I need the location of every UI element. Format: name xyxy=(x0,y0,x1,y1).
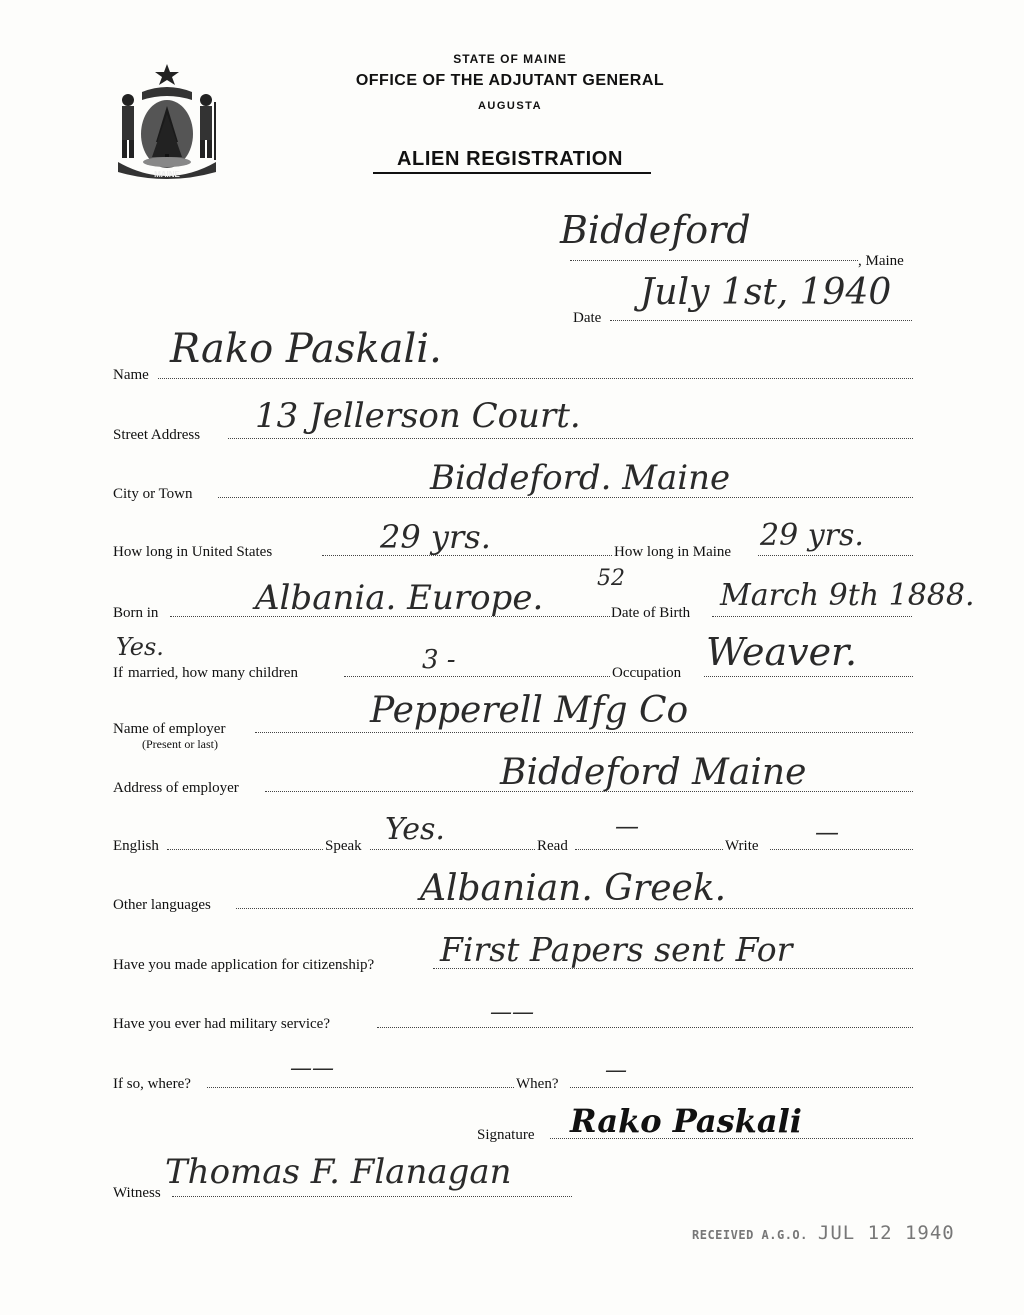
born-in-label: Born in xyxy=(113,605,159,621)
where-line xyxy=(207,1087,514,1088)
maine-label: , Maine xyxy=(858,253,904,269)
born-in-entry: Albania. Europe. xyxy=(255,578,544,618)
read-line xyxy=(575,849,723,850)
when-line xyxy=(570,1087,913,1088)
years-maine-entry: 29 yrs. xyxy=(760,518,864,553)
other-languages-entry: Albanian. Greek. xyxy=(420,868,727,909)
english-line xyxy=(167,849,323,850)
speak-label: Speak xyxy=(325,838,362,854)
write-line xyxy=(770,849,913,850)
birth-date-entry: March 9th 1888. xyxy=(720,578,975,613)
military-entry: —— xyxy=(490,1000,534,1025)
how-long-maine-line xyxy=(758,555,913,556)
married-answer-entry: Yes. xyxy=(116,633,164,661)
date-of-birth-line xyxy=(712,616,912,617)
witness-line xyxy=(172,1196,572,1197)
read-label: Read xyxy=(537,838,568,854)
speak-line xyxy=(370,849,535,850)
form-title: ALIEN REGISTRATION xyxy=(397,148,623,170)
received-stamp xyxy=(692,1222,955,1244)
place-line xyxy=(570,260,858,261)
employer-entry: Pepperell Mfg Co xyxy=(370,690,689,731)
signature-label: Signature xyxy=(477,1127,535,1143)
office-heading: OFFICE OF THE ADJUTANT GENERAL xyxy=(355,72,665,89)
where-entry: —— xyxy=(290,1056,334,1081)
date-label: Date xyxy=(573,310,602,326)
employer-note: (Present or last) xyxy=(142,737,218,751)
citizenship-label: Have you made application for citizenship? xyxy=(113,957,375,973)
signature-entry: Rako Paskali xyxy=(570,1102,802,1140)
city-label: City or Town xyxy=(113,486,193,502)
street-line xyxy=(228,438,913,439)
witness-label: Witness xyxy=(113,1185,161,1201)
age-entry: 52 xyxy=(597,566,625,591)
english-label: English xyxy=(113,838,159,854)
other-languages-label: Other languages xyxy=(113,897,211,913)
name-entry: Rako Paskali. xyxy=(170,326,442,372)
name-label: Name xyxy=(113,367,149,383)
occupation-line xyxy=(704,676,913,677)
state-heading: STATE OF MAINE xyxy=(453,52,567,66)
date-line xyxy=(610,320,912,321)
write-entry: — xyxy=(815,818,839,846)
citizenship-entry: First Papers sent For xyxy=(440,930,793,969)
how-long-maine-label: How long in Maine xyxy=(614,544,732,560)
employer-name-line xyxy=(255,732,913,733)
write-label: Write xyxy=(725,838,759,854)
seal-motto: MAINE xyxy=(154,170,180,179)
read-entry: — xyxy=(615,812,639,840)
street-entry: 13 Jellerson Court. xyxy=(255,396,581,436)
name-line xyxy=(158,378,913,379)
married-label: married, how many children xyxy=(128,665,298,681)
place-entry: Biddeford xyxy=(560,208,751,252)
employer-address-entry: Biddeford Maine xyxy=(500,752,807,793)
title-underline xyxy=(373,172,651,174)
children-line xyxy=(344,676,610,677)
children-entry: 3 - xyxy=(422,645,456,675)
occupation-label: Occupation xyxy=(612,665,682,681)
maine-state-seal-icon xyxy=(112,62,222,187)
where-label: If so, where? xyxy=(113,1076,191,1092)
when-label: When? xyxy=(516,1076,559,1092)
date-of-birth-label: Date of Birth xyxy=(611,605,691,621)
if-label: If xyxy=(113,665,123,681)
military-line xyxy=(377,1027,913,1028)
employer-name-label: Name of employer xyxy=(113,721,226,737)
military-label: Have you ever had military service? xyxy=(113,1016,330,1032)
speak-entry: Yes. xyxy=(385,812,445,847)
street-label: Street Address xyxy=(113,427,201,443)
employer-address-label: Address of employer xyxy=(113,780,239,796)
witness-entry: Thomas F. Flanagan xyxy=(165,1152,512,1192)
stamp-received-text: RECEIVED A.G.O. xyxy=(692,1228,808,1242)
city-heading: AUGUSTA xyxy=(477,100,543,112)
years-us-entry: 29 yrs. xyxy=(380,518,491,556)
stamp-date-text: JUL 12 1940 xyxy=(817,1222,955,1244)
when-entry: — xyxy=(605,1058,627,1083)
occupation-entry: Weaver. xyxy=(706,630,858,674)
date-entry: July 1st, 1940 xyxy=(640,272,892,313)
city-entry: Biddeford. Maine xyxy=(430,458,731,498)
how-long-us-label: How long in United States xyxy=(113,544,273,560)
